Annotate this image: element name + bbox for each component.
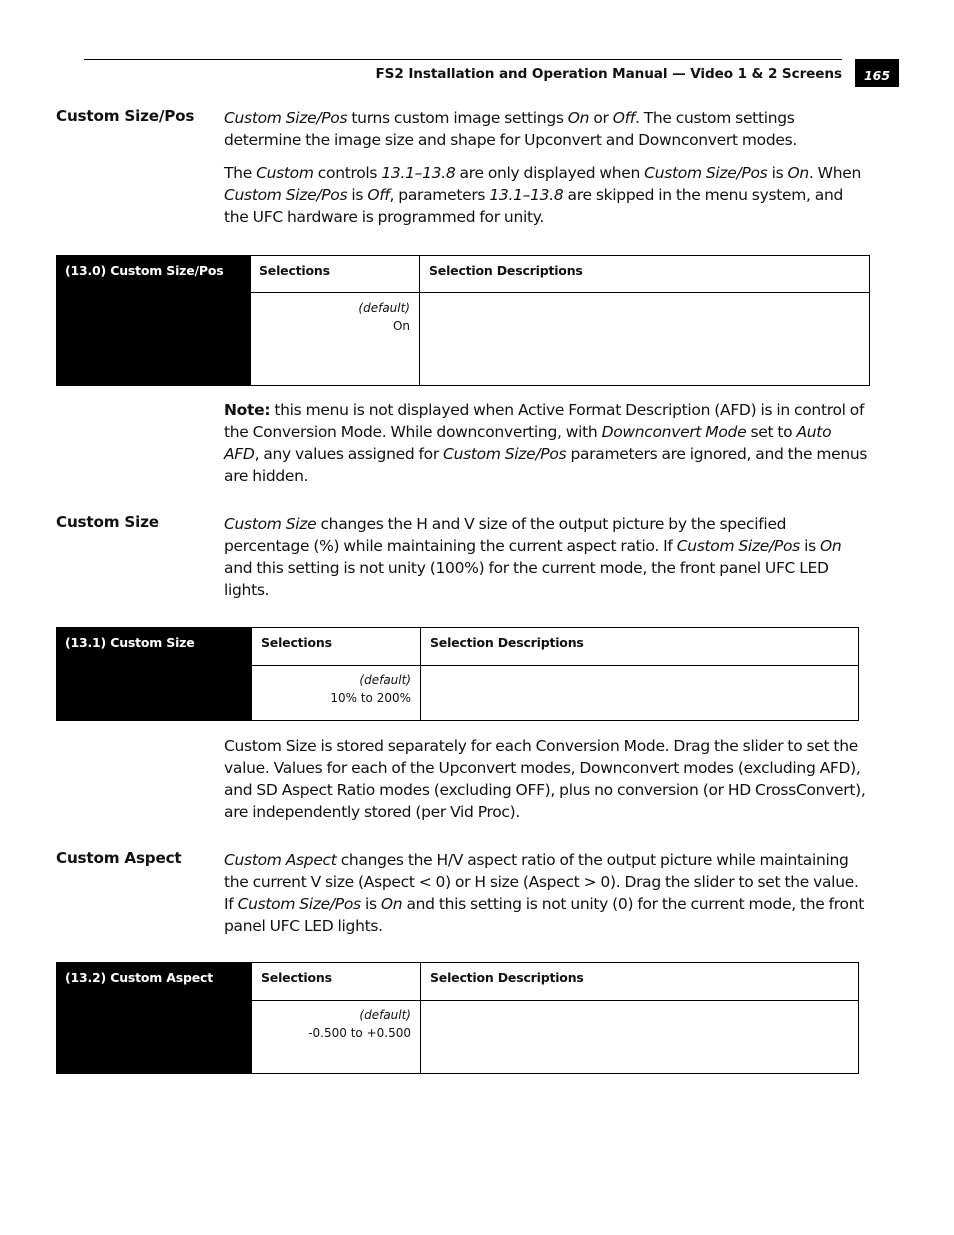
header-divider	[250, 292, 870, 293]
menu-table-13-2	[56, 962, 859, 1074]
section-label-custom-size: Custom Size	[56, 513, 159, 531]
header-divider	[251, 1000, 859, 1001]
selection-value: -0.500 to +0.500	[308, 1025, 411, 1040]
table-title: (13.2) Custom Aspect	[65, 970, 213, 985]
default-label: (default)	[359, 673, 411, 687]
column-header-selections: Selections	[259, 263, 330, 278]
table-title-cell	[56, 962, 251, 1074]
column-divider	[420, 627, 421, 721]
selection-cell	[256, 300, 410, 335]
column-header-descriptions: Selection Descriptions	[430, 635, 584, 650]
table-title: (13.0) Custom Size/Pos	[65, 263, 224, 278]
paragraph: Custom Size is stored separately for each Conversion Mode. Drag the slider to set the value. Values for each of the Upconvert modes, Downconvert modes (excluding AFD), and SD Aspect Ratio modes (excluding OFF), plus no conversion (or HD CrossConvert), are independently stored (per Vid Proc).	[224, 737, 866, 821]
selection-value: 10% to 200%	[330, 690, 411, 705]
table-title: (13.1) Custom Size	[65, 635, 195, 650]
column-header-selections: Selections	[261, 970, 332, 985]
column-divider	[420, 962, 421, 1074]
column-divider	[419, 255, 420, 386]
menu-table-13-1	[56, 627, 859, 721]
header-divider	[251, 665, 859, 666]
default-label: (default)	[359, 1008, 411, 1022]
menu-table-13-0	[56, 255, 870, 386]
default-label: (default)	[358, 301, 410, 315]
selection-cell	[256, 1007, 411, 1042]
running-header: FS2 Installation and Operation Manual — Video 1 & 2 Screens	[375, 66, 842, 82]
section-label-custom-aspect: Custom Aspect	[56, 849, 182, 867]
column-header-selections: Selections	[261, 635, 332, 650]
paragraph: The Custom controls 13.1–13.8 are only displayed when Custom Size/Pos is On. When Custom Size/Pos is Off, parameters 13.1–13.8 are skipped in the menu system, and the UFC hardware is programmed for unity.	[224, 164, 861, 226]
header-rule	[84, 59, 842, 60]
section-label-custom-size-pos: Custom Size/Pos	[56, 107, 195, 125]
paragraph: Custom Aspect changes the H/V aspect ratio of the output picture while maintaining the current V size (Aspect < 0) or H size (Aspect > 0). Drag the slider to set the value. If Custom Size/Pos is On and this setting is not unity (0) for the current mode, the front panel UFC LED lights.	[224, 851, 865, 935]
table-title-cell	[56, 627, 251, 721]
selection-cell	[256, 672, 411, 707]
column-header-descriptions: Selection Descriptions	[430, 970, 584, 985]
note-paragraph: Note: this menu is not displayed when Active Format Description (AFD) is in control of the Conversion Mode. While downconverting, with Downconvert Mode set to Auto AFD, any values assigned for Custom Size/Pos parameters are ignored, and the menus are hidden.	[224, 401, 868, 485]
paragraph: Custom Size/Pos turns custom image settings On or Off. The custom settings determine the image size and shape for Upconvert and Downconvert modes.	[224, 109, 798, 149]
page-number: 165	[855, 59, 899, 87]
paragraph: Custom Size changes the H and V size of the output picture by the specified percentage (%) while maintaining the current aspect ratio. If Custom Size/Pos is On and this setting is not unity (100%) for the current mode, the front panel UFC LED lights.	[224, 515, 842, 599]
column-header-descriptions: Selection Descriptions	[429, 263, 583, 278]
selection-value: On	[392, 318, 410, 333]
table-title-cell	[56, 255, 251, 386]
